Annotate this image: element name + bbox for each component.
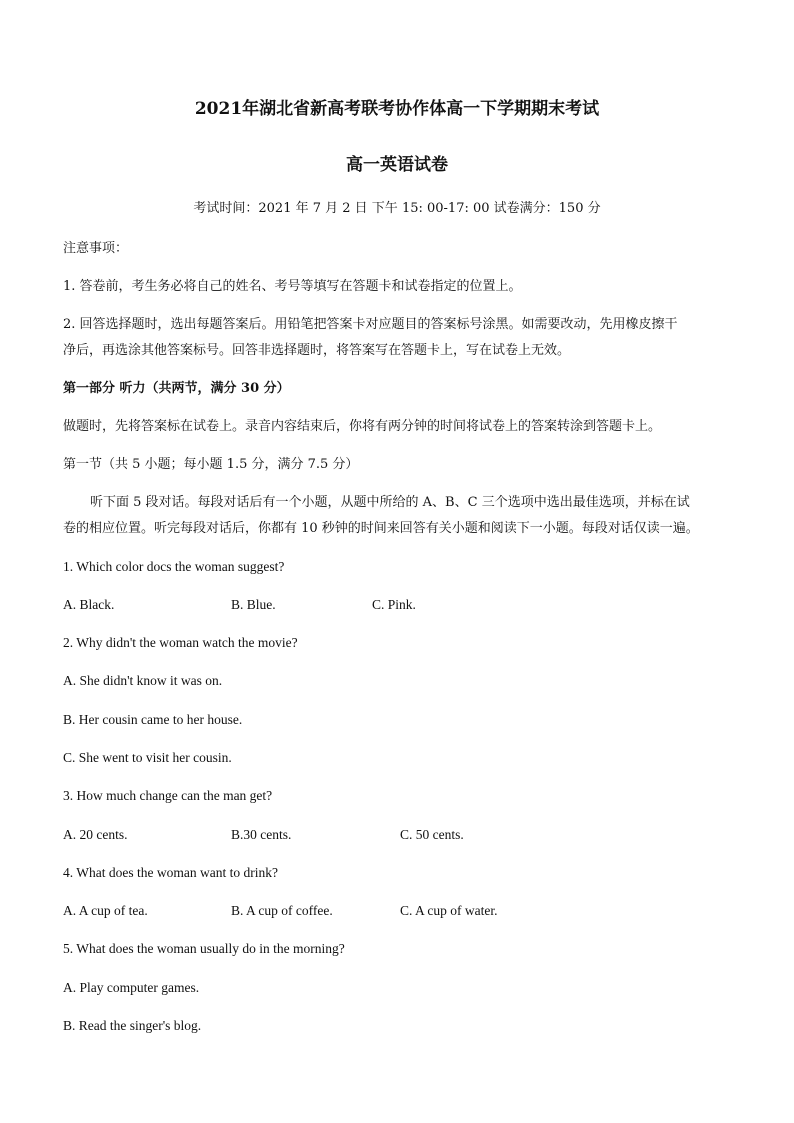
notes-heading: 注意事项：	[63, 241, 129, 256]
question-3-option-b: B.30 cents.	[231, 827, 292, 842]
section1-directions-line-1: 听下面 5 段对话。每段对话后有一个小题，从题中所给的 A、B、C 三个选项中选出最佳选项，并标在试	[90, 495, 690, 510]
question-4-option-a: A. A cup of tea.	[63, 903, 148, 918]
notes-item-2-line-1: 2. 回答选择题时，选出每题答案后。用铅笔把答案卡对应题目的答案标号涂黑。如需要改动，先用橡皮擦干	[63, 317, 678, 332]
question-4-stem: 4. What does the woman want to drink?	[63, 865, 278, 880]
part1-heading: 第一部分 听力（共两节，满分 30 分）	[63, 381, 290, 396]
notes-item-1: 1. 答卷前，考生务必将自己的姓名、考号等填写在答题卡和试卷指定的位置上。	[63, 279, 522, 294]
question-2-option-b: B. Her cousin came to her house.	[63, 712, 243, 727]
question-1-stem: 1. Which color docs the woman suggest?	[63, 559, 285, 574]
exam-info: 考试时间：2021 年 7 月 2 日 下午 15: 00-17: 00 试卷满分：150 分	[193, 201, 601, 216]
question-2-option-c: C. She went to visit her cousin.	[63, 750, 232, 765]
exam-title: 2021年湖北省新高考联考协作体高一下学期期末考试	[194, 99, 600, 119]
question-1-option-b: B. Blue.	[231, 597, 276, 612]
question-2-stem: 2. Why didn't the woman watch the movie?	[63, 635, 298, 650]
question-4-option-b: B. A cup of coffee.	[231, 903, 333, 918]
question-5-option-b: B. Read the singer's blog.	[63, 1018, 202, 1033]
notes-item-2-line-2: 净后，再选涂其他答案标号。回答非选择题时，将答案写在答题卡上，写在试卷上无效。	[63, 343, 571, 358]
question-3-stem: 3. How much change can the man get?	[63, 788, 273, 803]
exam-subtitle: 高一英语试卷	[346, 155, 448, 175]
question-5-option-a: A. Play computer games.	[63, 980, 200, 995]
question-1-option-a: A. Black.	[63, 597, 115, 612]
section1-heading: 第一节（共 5 小题；每小题 1.5 分，满分 7.5 分）	[63, 457, 359, 472]
question-3-option-c: C. 50 cents.	[400, 827, 464, 842]
question-3-option-a: A. 20 cents.	[63, 827, 128, 842]
question-5-stem: 5. What does the woman usually do in the morning?	[63, 941, 345, 956]
question-1-option-c: C. Pink.	[372, 597, 416, 612]
section1-directions-line-2: 卷的相应位置。听完每段对话后，你都有 10 秒钟的时间来回答有关小题和阅读下一小题。每段对话仅读一遍。	[63, 521, 699, 536]
part1-instruction: 做题时，先将答案标在试卷上。录音内容结束后，你将有两分钟的时间将试卷上的答案转涂到答题卡上。	[63, 419, 662, 434]
question-2-option-a: A. She didn't know it was on.	[63, 673, 223, 688]
question-4-option-c: C. A cup of water.	[400, 903, 498, 918]
